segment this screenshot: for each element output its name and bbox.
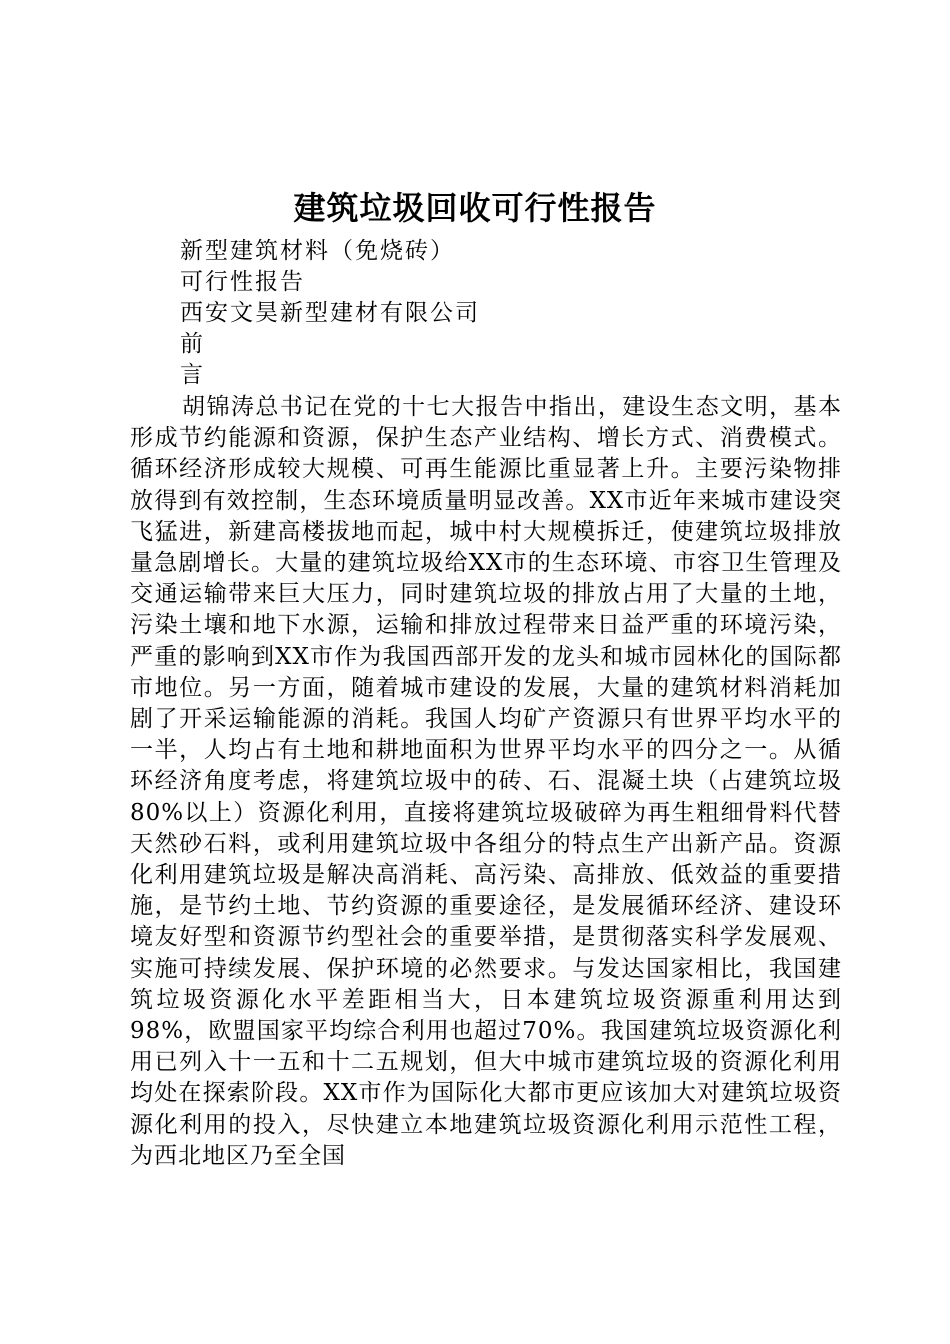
header-line-product: 新型建筑材料（免烧砖） [180,238,455,264]
header-line-preface-1: 前 [180,331,205,357]
header-block [180,236,880,391]
document-title: 建筑垃圾回收可行性报告 [293,189,657,227]
header-line-preface-2: 言 [180,362,205,388]
header-line-report-type: 可行性报告 [180,269,305,295]
header-line-company: 西安文昊新型建材有限公司 [180,300,480,326]
body-paragraph: 胡锦涛总书记在党的十七大报告中指出，建设生态文明，基本形成节约能源和资源，保护生态产业结构、增长方式、消费模式。循环经济形成较大规模、可再生能源比重显著上升。主要污染物排放得到有效控制，生态环境质量明显改善。XX市近年来城市建设突飞猛进，新建高楼拔地而起，城中村大规模拆迁，使建筑垃圾排放量急剧增长。大量的建筑垃圾给XX市的生态环境、市容卫生管理及交通运输带来巨大压力，同时建筑垃圾的排放占用了大量的土地，污染土壤和地下水源，运输和排放过程带来日益严重的环境污染，严重的影响到XX市作为我国西部开发的龙头和城市园林化的国际都市地位。另一方面，随着城市建设的发展，大量的建筑材料消耗加剧了开采运输能源的消耗。我国人均矿产资源只有世界平均水平的一半，人均占有土地和耕地面积为世界平均水平的四分之一。从循环经济角度考虑，将建筑垃圾中的砖、石、混凝土块（占建筑垃圾80%以上）资源化利用，直接将建筑垃圾破碎为再生粗细骨料代替天然砂石料，或利用建筑垃圾中各组分的特点生产出新产品。资源化利用建筑垃圾是解决高消耗、高污染、高排放、低效益的重要措施，是节约土地、节约资源的重要途径，是发展循环经济、建设环境友好型和资源节约型社会的重要举措，是贯彻落实科学发展观、实施可持续发展、保护环境的必然要求。与发达国家相比，我国建筑垃圾资源化水平差距相当大，日本建筑垃圾资源重利用达到98%，欧盟国家平均综合利用也超过70%。我国建筑垃圾资源化利用已列入十一五和十二五规划，但大中城市建筑垃圾的资源化利用均处在探索阶段。XX市作为国际化大都市更应该加大对建筑垃圾资源化利用的投入，尽快建立本地建筑垃圾资源化利用示范性工程，为西北地区乃至全国 [130,394,842,1169]
